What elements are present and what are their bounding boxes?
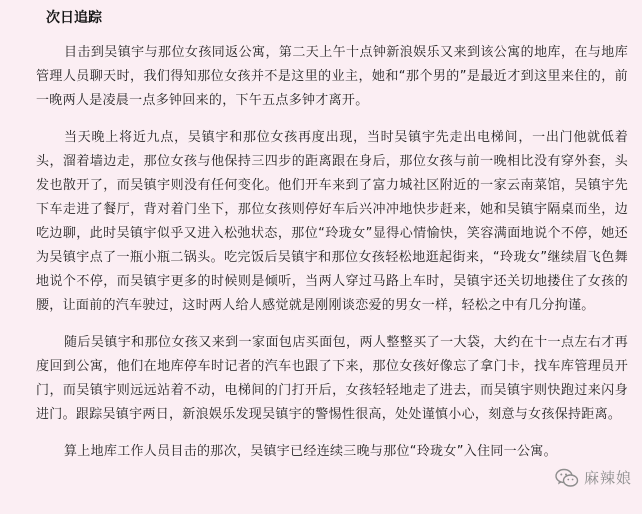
section-heading: 次日追踪 (46, 10, 102, 26)
paragraph-4: 算上地库工作人员目击的那次，吴镇宇已经连续三晚与那位“玲珑女”入住同一公寓。 (64, 444, 557, 459)
watermark (555, 467, 632, 488)
wechat-icon (555, 468, 579, 488)
watermark-label: 麻辣娘 (583, 470, 632, 487)
paragraph-2: 当天晚上将近九点，吴镇宇和那位女孩再度出现，当时吴镇宇先走出电梯间，一出门他就低着头，溜着墙边走，那位女孩与他保持三四步的距离跟在身后，那位女孩与前一晚相比没有穿外套，头发也散开了，而吴镇宇则没有任何变化。他们开车来到了富力城社区附近的一家云南菜馆，吴镇宇先下车走进了餐厅，背对着门坐下，那位女孩则停好车后兴冲冲地快步赶来，她和吴镇宇隔桌而坐，边吃边聊，此时吴镇宇似乎又进入松弛状态，那位“玲珑女”显得心情愉快，笑容满面地说个不停，她还为吴镇宇点了一瓶小瓶二锅头。吃完饭后吴镇宇和那位女孩轻松地逛起街来，“玲珑女”继续眉飞色舞地说个不停，而吴镇宇更多的时候则是倾听，当两人穿过马路上车时，吴镇宇还关切地搂住了女孩的腰，让面前的汽车驶过，这时两人给人感觉就是刚刚谈恋爱的男女一样，轻松之中有几分拘谨。 (36, 130, 628, 313)
paragraph-3: 随后吴镇宇和那位女孩又来到一家面包店买面包，两人整整买了一大袋，大约在十一点左右才再度回到公寓，他们在地库停车时记者的汽车也跟了下来，那位女孩好像忘了拿门卡，找车库管理员开门，而吴镇宇则远远站着不动，电梯间的门打开后，女孩轻轻地走了进去，而吴镇宇则快跑过来闪身进门。跟踪吴镇宇两日，新浪娱乐发现吴镇宇的警惕性很高，处处谨慎小心，刻意与女孩保持距离。 (36, 335, 628, 422)
article (36, 8, 628, 477)
paragraph-1: 目击到吴镇宇与那位女孩同返公寓，第二天上午十点钟新浪娱乐又来到该公寓的地库，在与地库管理人员聊天时，我们得知那位女孩并不是这里的业主，她和“那个男的”是最近才到这里来住的，前一晚两人是凌晨一点多钟回来的，下午五点多钟才离开。 (36, 45, 628, 108)
